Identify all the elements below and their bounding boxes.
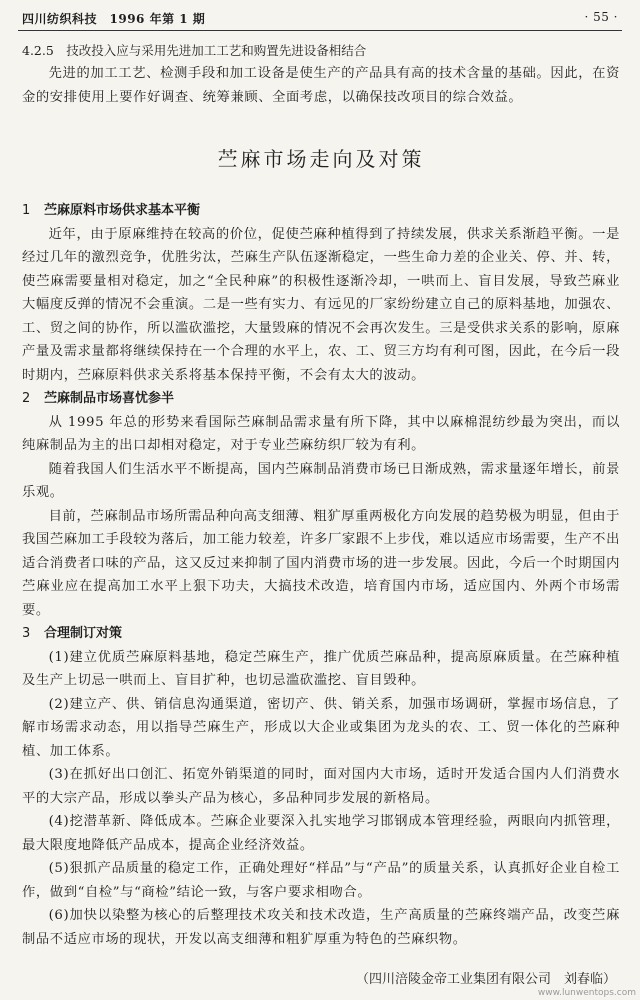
article-title: 苎麻市场走向及对策	[217, 147, 425, 171]
section-2-paragraph: 从 1995 年总的形势来看国际苎麻制品需求量有所下降，其中以麻棉混纺纱最为突出，而以纯麻制品为主的出口却相对稳定，对于专业苎麻纺织厂较为有利。	[22, 414, 620, 453]
countermeasure-item: (4)挖潜革新、降低成本。苎麻企业要深入扎实地学习邯钢成本管理经验，两眼向内抓管理，最大限度地降低产品成本，提高企业经济效益。	[22, 814, 620, 853]
watermark: www.lunwentops.com	[537, 988, 636, 998]
section-2-paragraph: 随着我国人们生活水平不断提高，国内苎麻制品消费市场已日渐成熟，需求量逐年增长，前景乐观。	[22, 461, 620, 500]
prev-section-paragraph: 先进的加工工艺、检测手段和加工设备是使生产的产品具有高的技术含量的基础。因此，在资金的安排使用上要作好调查、统筹兼顾、全面考虑，以确保技改项目的综合效益。	[22, 66, 620, 105]
section-3-heading	[22, 622, 620, 646]
section-1-paragraph: 近年，由于原麻维持在较高的价位，促使苎麻种植得到了持续发展，供求关系渐趋平衡。一是经过几年的激烈竞争，优胜劣汰，苎麻生产队伍逐渐稳定，一些生命力差的企业关、停、并、转，使苎麻需要量相对稳定，加之“全民种麻”的积极性逐渐冷却，一哄而上、盲目发展，导致苎麻业大幅度反弹的情况不会重演。二是一些有实力、有远见的厂家纷纷建立自己的原料基地，加强农、工、贸之间的协作，所以滥砍滥挖，大量毁麻的情况不会再次发生。三是受供求关系的影响，原麻产量及需求量都将继续保持在一个合理的水平上，农、工、贸三方均有利可图，因此，在今后一段时期内，苎麻原料供求关系将基本保持平衡，不会有太大的波动。	[22, 226, 620, 383]
countermeasure-item: (1)建立优质苎麻原料基地，稳定苎麻生产，推广优质苎麻品种，提高原麻质量。在苎麻种植及生产上切忌一哄而上、盲目扩种，也切忌滥砍滥挖、盲目毁种。	[22, 649, 620, 688]
section-2-heading	[22, 387, 620, 411]
prev-section-heading: 4.2.5 技改投入应与采用先进加工工艺和购置先进设备相结合	[22, 43, 367, 58]
countermeasure-item: (3)在抓好出口创汇、拓宽外销渠道的同时，面对国内大市场，适时开发适合国内人们消费水平的大宗产品，形成以拳头产品为核心，多品种同步发展的新格局。	[22, 767, 620, 806]
running-header	[18, 8, 622, 31]
page-body	[22, 40, 620, 951]
author-signature: （四川涪陵金帝工业集团有限公司 刘春临）	[355, 972, 616, 987]
section-number: 1	[22, 203, 31, 218]
journal-name: 四川纺织科技 1996 年第 1 期	[22, 12, 206, 26]
section-2-paragraph: 目前，苎麻制品市场所需品种向高支细薄、粗犷厚重两极化方向发展的趋势极为明显，但由于我国苎麻加工手段较为落后，加工能力较差，许多厂家跟不上步伐，难以适应市场需要，生产不出适合消费者口味的产品，这又反过来抑制了国内消费市场的进一步发展。因此，今后一个时期国内苎麻业应在提高加工水平上狠下功夫，大搞技术改造，培育国内市场，适应国内、外两个市场需要。	[22, 508, 620, 618]
countermeasure-item: (2)建立产、供、销信息沟通渠道，密切产、供、销关系，加强市场调研，掌握市场信息，了解市场需求动态，用以指导苎麻生产，形成以大企业或集团为龙头的农、工、贸一体化的苎麻种植、加工体系。	[22, 696, 620, 759]
section-number: 3	[22, 626, 31, 641]
countermeasure-item: (6)加快以染整为核心的后整理技术攻关和技术改造，生产高质量的苎麻终端产品，改变苎麻制品不适应市场的现状，开发以高支细薄和粗犷厚重为特色的苎麻织物。	[22, 908, 620, 947]
page-number: · 55 ·	[584, 10, 618, 24]
section-1-heading	[22, 199, 620, 223]
countermeasure-item: (5)狠抓产品质量的稳定工作，正确处理好“样品”与“产品”的质量关系，认真抓好企业自检工作，做到“自检”与“商检”结论一致，与客户要求相吻合。	[22, 861, 620, 900]
section-number: 2	[22, 391, 31, 406]
section-title: 苎麻制品市场喜忧参半	[44, 391, 175, 406]
section-title: 合理制订对策	[44, 626, 123, 641]
section-title: 苎麻原料市场供求基本平衡	[44, 203, 201, 218]
